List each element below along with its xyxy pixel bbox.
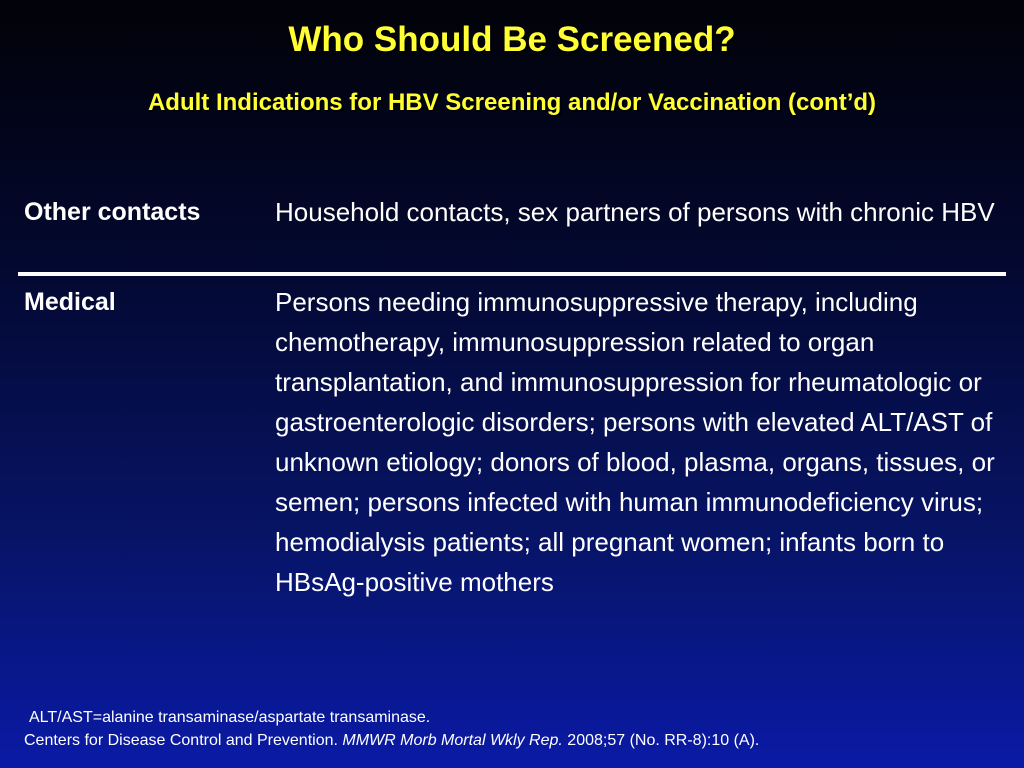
table-divider bbox=[18, 272, 1006, 276]
row-label: Other contacts bbox=[24, 198, 201, 226]
footnote: ALT/AST=alanine transaminase/aspartate transaminase. bbox=[29, 709, 431, 726]
slide-subtitle: Adult Indications for HBV Screening and/or Vaccination (cont’d) bbox=[147, 89, 877, 116]
row-description: Household contacts, sex partners of persons with chronic HBV bbox=[275, 197, 995, 227]
slide-title: Who Should Be Screened? bbox=[288, 20, 736, 59]
row-description: Persons needing immunosuppressive therapy, including chemotherapy, immunosuppression related to organ transplantation, and immunosuppression for rheumatologic or gastroenterologic disorders; persons with elevated ALT/AST of unknown etiology; donors of blood, plasma, organs, tissues, or semen; persons infected with human immunodeficiency virus; hemodialysis patients; all pregnant women; infants born to HBsAg-positive mothers bbox=[275, 287, 995, 597]
citation-prefix: Centers for Disease Control and Prevention. bbox=[24, 732, 343, 749]
citation bbox=[24, 731, 759, 751]
row-label: Medical bbox=[24, 288, 116, 316]
citation-suffix: 2008;57 (No. RR-8):10 (A). bbox=[562, 732, 760, 749]
citation-journal: MMWR Morb Mortal Wkly Rep. bbox=[342, 732, 563, 749]
